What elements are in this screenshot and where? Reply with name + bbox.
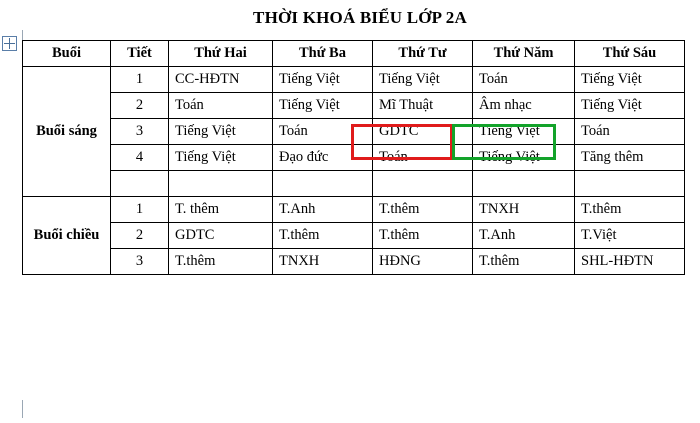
subject-cell — [373, 171, 473, 197]
subject-cell: T.Anh — [473, 223, 575, 249]
table-row — [23, 223, 685, 249]
subject-cell: GDTC — [169, 223, 273, 249]
period-cell: 4 — [111, 145, 169, 171]
period-cell: 1 — [111, 67, 169, 93]
subject-cell: TNXH — [473, 197, 575, 223]
page-margin-mark-top — [22, 30, 23, 40]
subject-cell: TNXH — [273, 249, 373, 275]
subject-cell: Tiếng Việt — [473, 145, 575, 171]
column-header-monday: Thứ Hai — [169, 41, 273, 67]
subject-cell: Đạo đức — [273, 145, 373, 171]
subject-cell — [169, 171, 273, 197]
page-margin-mark-bottom — [22, 400, 23, 418]
subject-cell: T.Anh — [273, 197, 373, 223]
subject-cell: T.thêm — [575, 197, 685, 223]
subject-cell: T.Việt — [575, 223, 685, 249]
subject-cell: T.thêm — [473, 249, 575, 275]
subject-cell: Tiếng Việt — [273, 67, 373, 93]
subject-cell: Tiếng Việt — [373, 67, 473, 93]
column-header-period: Tiết — [111, 41, 169, 67]
subject-cell: Tiếng Việt — [575, 93, 685, 119]
subject-cell: Tiếng Việt — [273, 93, 373, 119]
column-header-thursday: Thứ Năm — [473, 41, 575, 67]
column-header-wednesday: Thứ Tư — [373, 41, 473, 67]
period-cell — [111, 171, 169, 197]
subject-cell-highlighted-red: Mĩ Thuật — [373, 93, 473, 119]
table-row-empty — [23, 171, 685, 197]
session-label-morning: Buổi sáng — [23, 67, 111, 197]
subject-cell — [273, 171, 373, 197]
subject-cell: T.thêm — [273, 223, 373, 249]
table-row — [23, 119, 685, 145]
subject-cell: Tiếng Việt — [575, 67, 685, 93]
column-header-friday: Thứ Sáu — [575, 41, 685, 67]
period-cell: 2 — [111, 93, 169, 119]
subject-cell: Toán — [575, 119, 685, 145]
subject-cell — [473, 171, 575, 197]
subject-cell: Toán — [473, 67, 575, 93]
subject-cell: Toán — [273, 119, 373, 145]
subject-cell: Tiếng Việt — [473, 119, 575, 145]
subject-cell: GDTC — [373, 119, 473, 145]
subject-cell: T.thêm — [373, 223, 473, 249]
subject-cell — [575, 171, 685, 197]
period-cell: 2 — [111, 223, 169, 249]
subject-cell: Tiếng Việt — [169, 119, 273, 145]
subject-cell: SHL-HĐTN — [575, 249, 685, 275]
table-header-row — [23, 41, 685, 67]
subject-cell: CC-HĐTN — [169, 67, 273, 93]
period-cell: 3 — [111, 119, 169, 145]
column-header-tuesday: Thứ Ba — [273, 41, 373, 67]
table-row — [23, 249, 685, 275]
session-label-afternoon: Buổi chiều — [23, 197, 111, 275]
table-move-handle-icon[interactable] — [2, 36, 17, 51]
timetable — [22, 40, 685, 275]
subject-cell: T.thêm — [373, 197, 473, 223]
table-row — [23, 197, 685, 223]
subject-cell-highlighted-green: Âm nhạc — [473, 93, 575, 119]
subject-cell: T.thêm — [169, 249, 273, 275]
period-cell: 3 — [111, 249, 169, 275]
table-row — [23, 67, 685, 93]
subject-cell: Tiếng Việt — [169, 145, 273, 171]
period-cell: 1 — [111, 197, 169, 223]
subject-cell: T. thêm — [169, 197, 273, 223]
page-title: THỜI KHOÁ BIỂU LỚP 2A — [253, 8, 467, 27]
subject-cell: HĐNG — [373, 249, 473, 275]
table-row — [23, 93, 685, 119]
column-header-session: Buổi — [23, 41, 111, 67]
subject-cell: Toán — [169, 93, 273, 119]
subject-cell: Toán — [373, 145, 473, 171]
subject-cell: Tăng thêm — [575, 145, 685, 171]
table-row — [23, 145, 685, 171]
